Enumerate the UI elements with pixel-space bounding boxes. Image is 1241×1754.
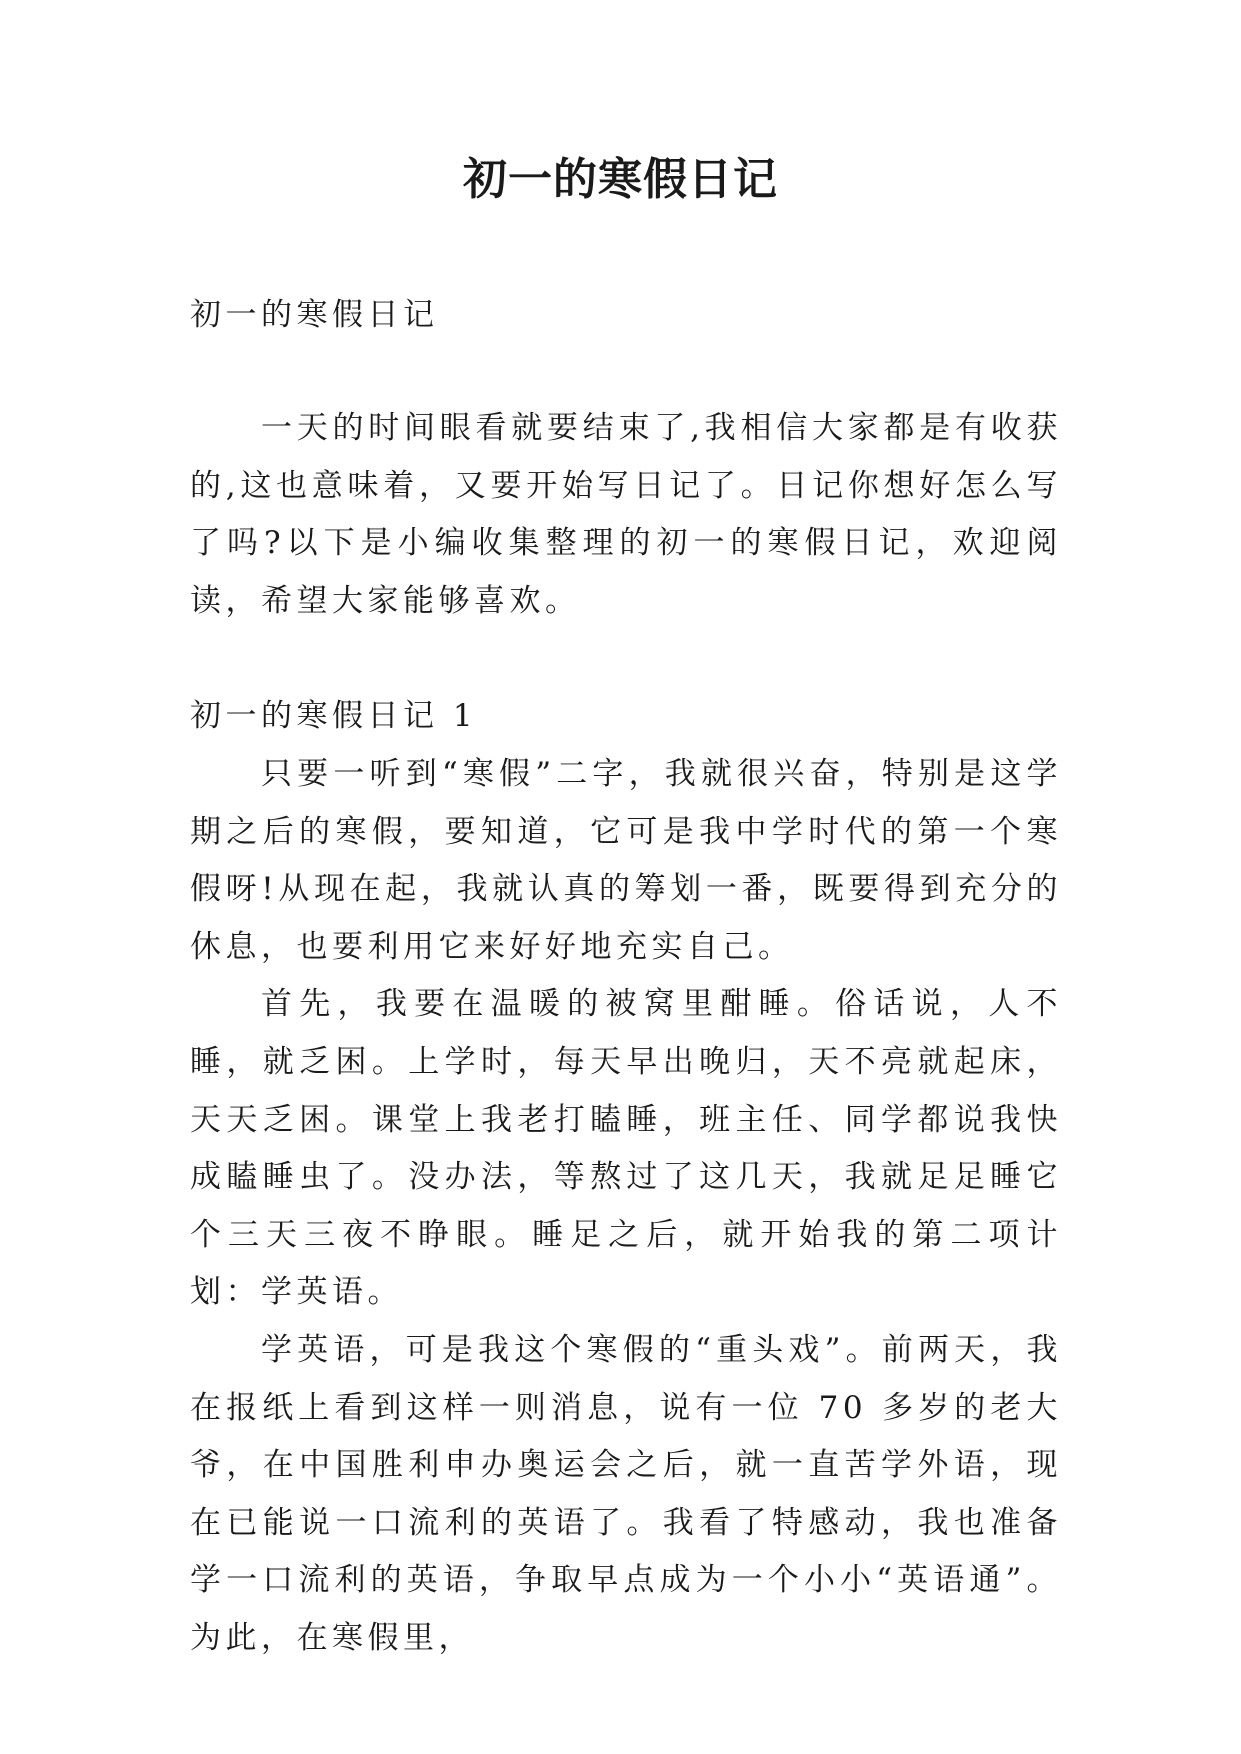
paragraph: 学英语，可是我这个寒假的“重头戏”。前两天，我在报纸上看到这样一则消息，说有一位 70 多岁的老大爷，在中国胜利申办奥运会之后，就一直苦学外语，现在已能说一口流利的英语了。我看了特感动，我也准备学一口流利的英语，争取早点成为一个小小“英语通”。为此，在寒假里，	[190, 1331, 1062, 1656]
paragraph: 首先，我要在温暖的被窝里酣睡。俗话说，人不睡，就乏困。上学时，每天早出晚归，天不亮就起床，天天乏困。课堂上我老打瞌睡，班主任、同学都说我快成瞌睡虫了。没办法，等熬过了这几天，我就足足睡它个三天三夜不睁眼。睡足之后，就开始我的第二项计划：学英语。	[190, 986, 1062, 1311]
document-title: 初一的寒假日记	[463, 154, 778, 205]
document-subtitle: 初一的寒假日记	[190, 297, 439, 333]
section-heading: 初一的寒假日记 1	[190, 698, 478, 734]
intro-paragraph: 一天的时间眼看就要结束了,我相信大家都是有收获的,这也意味着，又要开始写日记了。日记你想好怎么写了吗?以下是小编收集整理的初一的寒假日记，欢迎阅读，希望大家能够喜欢。	[190, 410, 1062, 619]
paragraph: 只要一听到“寒假”二字，我就很兴奋，特别是这学期之后的寒假，要知道，它可是我中学时代的第一个寒假呀!从现在起，我就认真的筹划一番，既要得到充分的休息，也要利用它来好好地充实自己。	[190, 756, 1062, 965]
section-body	[190, 746, 1062, 1668]
